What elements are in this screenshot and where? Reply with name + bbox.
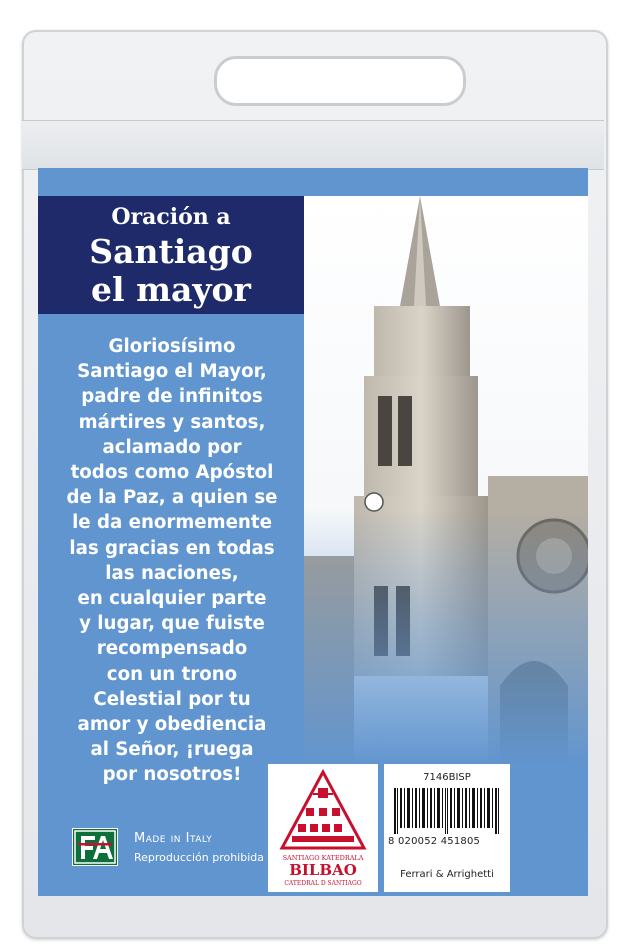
cathedral-illustration — [304, 196, 588, 766]
prayer-line: y lugar, que fuiste — [79, 613, 265, 635]
prayer-line: le da enormemente — [72, 512, 272, 534]
prayer-line: aclamado por — [102, 436, 242, 458]
barcode-label — [384, 764, 510, 862]
barcode-bars — [394, 788, 500, 834]
prayer-line: al Señor, ¡ruega — [90, 739, 254, 761]
package-seal-strip — [22, 120, 604, 170]
reproduction-notice: Reproducción prohibida — [134, 851, 264, 864]
hang-hole — [214, 56, 466, 106]
product-code: 7146BISP — [423, 772, 471, 783]
prayer-line: Celestial por tu — [93, 688, 251, 710]
bilbao-logo-line3: CATEDRAL D SANTIAGO — [284, 880, 362, 887]
title-line-2: Santiago — [89, 232, 253, 271]
title-line-3: el mayor — [91, 270, 251, 309]
bilbao-cathedral-logo — [268, 764, 378, 892]
prayer-line: con un trono — [106, 663, 238, 685]
prayer-line: las gracias en todas — [69, 537, 275, 559]
cathedral-photo — [304, 196, 588, 766]
bilbao-logo-line1: SANTIAGO KATEDRALA — [282, 854, 364, 862]
bilbao-logo-line2: BILBAO — [289, 861, 357, 879]
barcode-number: 8 020052 451805 — [388, 836, 481, 847]
title-line-1: Oración a — [111, 204, 231, 230]
prayer-line: padre de infinitos — [81, 386, 263, 408]
prayer-line: en cualquier parte — [77, 588, 267, 610]
prayer-line: de la Paz, a quien se — [66, 487, 278, 509]
prayer-line: todos como Apóstol — [70, 462, 274, 484]
prayer-line: recompensado — [96, 638, 248, 660]
prayer-line: mártires y santos, — [78, 411, 266, 433]
brand-name: Ferrari & Arrighetti — [384, 862, 510, 892]
prayer-line: Santiago el Mayor, — [77, 361, 267, 383]
title-box — [38, 196, 304, 314]
prayer-line: las naciones, — [105, 562, 239, 584]
prayer-line: Gloriosísimo — [108, 336, 236, 357]
made-in-italy-label: Made in Italy — [134, 831, 213, 846]
prayer-line: por nosotros! — [102, 764, 242, 786]
fa-brand-logo-icon — [72, 828, 118, 866]
prayer-line: amor y obediencia — [77, 714, 267, 736]
prayer-text — [48, 334, 296, 788]
